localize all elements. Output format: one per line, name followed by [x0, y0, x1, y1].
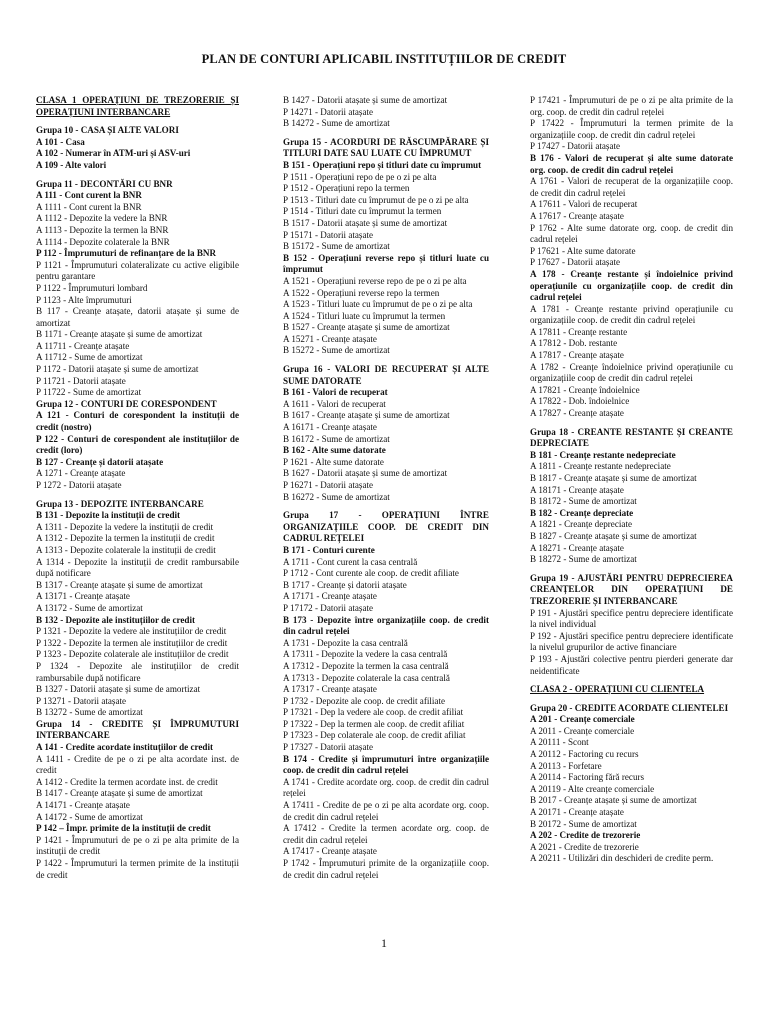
account-entry: B 15172 - Sume de amortizat [283, 241, 390, 252]
account-entry: P 1122 - Împrumuturi lombard [36, 282, 148, 293]
account-entry: A 17822 - Dob. îndoielnice [530, 396, 630, 407]
account-entry: A 2011 - Creanțe comerciale [530, 725, 635, 736]
account-entry: A 1111 - Cont curent la BNR [36, 201, 142, 212]
account-entry: B 182 - Creanțe depreciate [530, 507, 634, 518]
account-entry: B 14272 - Sume de amortizat [283, 118, 390, 129]
account-entry: B 1627 - Datorii atașate și sume de amortizat [283, 468, 448, 479]
account-entry: A 1113 - Depozite la termen la BNR [36, 224, 169, 235]
column-1 [36, 95, 239, 881]
account-entry: B 131 - Depozite la instituții de credit [36, 510, 181, 521]
account-entry: P 112 - Împrumuturi de refinanțare de la BNR [36, 248, 217, 259]
account-entry: A 1781 - Creanțe restante privind operațiunile cu organizațiile coop. de credit din cadrul rețelei [530, 303, 733, 326]
account-entry: P 17321 - Dep la vedere ale coop. de credit afiliat [283, 707, 464, 718]
account-entry: P 13271 - Datorii atașate [36, 695, 127, 706]
account-entry: A 20114 - Factoring fără recurs [530, 772, 645, 783]
account-entry: B 16272 - Sume de amortizat [283, 491, 390, 502]
account-entry: A 17817 - Creanțe atașate [530, 350, 624, 361]
account-entry: P 17421 - Împrumuturi de pe o zi pe alta primite de la org. coop. de credit din cadrul rețelei [530, 95, 733, 117]
group-heading: Grupa 15 - ACORDURI DE RĂSCUMPĂRARE ȘI TITLURI DATE SAU LUATE CU ÎMPRUMUT [283, 136, 489, 159]
account-entry: P 1732 - Depozite ale coop. de credit afiliate [283, 695, 446, 706]
account-entry: P 1422 - Împrumuturi la termen primite de la instituții de credit [36, 858, 239, 880]
account-entry: A 17312 - Depozite la termen la casa centrală [283, 660, 449, 671]
account-entry: A 17827 - Creanțe atașate [530, 408, 624, 419]
account-entry: P 1322 - Depozite la termen ale instituțiilor de credit [36, 637, 228, 648]
column-2 [283, 95, 489, 881]
account-entry: B 16172 - Sume de amortizat [283, 433, 390, 444]
account-entry: B 174 - Credite și împrumuturi între organizațiile coop. de credit din cadrul rețelei [283, 753, 489, 776]
account-entry: B 1617 - Creanțe atașate și sume de amortizat [283, 410, 450, 421]
account-entry: A 14171 - Creanțe atașate [36, 800, 130, 811]
account-entry: P 1421 - Împrumuturi de pe o zi pe alta primite de la instituții de credit [36, 834, 239, 857]
account-entry: B 161 - Valori de recuperat [283, 387, 388, 398]
account-entry: P 11722 - Sume de amortizat [36, 387, 142, 398]
group-heading: CLASA 2 - OPERAȚIUNI CU CLIENTELA [530, 684, 705, 695]
column-3 [530, 95, 733, 865]
account-entry: B 18172 - Sume de amortizat [530, 496, 637, 507]
group-heading: Grupa 13 - DEPOZITE INTERBANCARE [36, 498, 204, 509]
account-entry: P 11721 - Datorii atașate [36, 375, 126, 386]
account-entry: A 20171 - Creanțe atașate [530, 807, 624, 818]
account-entry: P 17621 - Alte sume datorate [530, 245, 636, 256]
account-entry: A 121 - Conturi de corespondent la instituții de credit (nostro) [36, 410, 239, 433]
account-entry: B 127 - Creanțe și datorii atașate [36, 456, 164, 467]
account-entry: P 16271 - Datorii atașate [283, 480, 374, 490]
account-entry: P 1323 - Depozite colaterale ale instituțiilor de credit [36, 649, 229, 660]
account-entry: B 173 - Depozite între organizațiile coop. de credit din cadrul rețelei [283, 614, 489, 637]
account-entry: A 17313 - Depozite colaterale la casa centrală [283, 672, 450, 683]
account-entry: A 1312 - Depozite la termen la instituții de credit [36, 533, 215, 544]
account-entry: B 151 - Operațiuni repo și titluri date cu împrumut [283, 159, 482, 170]
account-entry: A 17412 - Credite la termen acordate org. coop. de credit din cadrul rețelei [283, 823, 489, 845]
account-entry: A 178 - Creanțe restante și îndoielnice privind operațiunile cu organizațiile coop. de credit din cadrul rețelei [530, 268, 733, 303]
account-entry: A 141 - Credite acordate instituțiilor de credit [36, 742, 214, 753]
account-entry: P 1121 - Împrumuturi colateralizate cu active eligibile pentru garantare [36, 259, 239, 282]
account-entry: A 11711 - Creanțe atașate [36, 340, 130, 351]
account-entry: P 1321 - Depozite la vedere ale instituțiilor de credit [36, 626, 227, 637]
account-entry: A 17417 - Creanțe atașate [283, 846, 377, 857]
account-entry: A 13172 - Sume de amortizat [36, 602, 143, 613]
account-entry: P 1513 - Titluri date cu împrumut de pe o zi pe alta [283, 194, 469, 205]
account-entry: A 1521 - Operațiuni reverse repo de pe o zi pe alta [283, 275, 467, 286]
account-entry: A 1741 - Credite acordate org. coop. de credit din cadrul rețelei [283, 776, 489, 799]
account-entry: A 17611 - Valori de recuperat [530, 199, 638, 210]
account-entry: P 17323 - Dep colaterale ale coop. de credit afiliat [283, 730, 466, 741]
account-entry: P 1742 - Împrumuturi primite de la organizațiile coop. de credit din cadrul rețelei [283, 858, 489, 880]
account-entry: P 17427 - Datorii atașate [530, 141, 621, 152]
account-entry: A 17811 - Creanțe restante [530, 326, 628, 337]
account-entry: A 1524 - Titluri luate cu împrumut la termen [283, 310, 446, 321]
account-entry: P 17627 - Datorii atașate [530, 257, 621, 268]
account-entry: A 201 - Creanțe comerciale [530, 714, 635, 725]
account-entry: B 2017 - Creanțe atașate și sume de amortizat [530, 795, 697, 806]
account-entry: A 1112 - Depozite la vedere la BNR [36, 213, 168, 224]
account-entry: A 1761 - Valori de recuperat de la organizațiile coop. de credit din cadrul rețelei [530, 176, 733, 198]
account-entry: A 17617 - Creanțe atașate [530, 210, 624, 221]
account-entry: P 14271 - Datorii atașate [283, 106, 374, 117]
account-entry: B 1417 - Creanțe atașate și sume de amortizat [36, 788, 203, 799]
group-heading: Grupa 10 - CASA ȘI ALTE VALORI [36, 125, 179, 136]
account-entry: A 202 - Credite de trezorerie [530, 830, 641, 841]
group-heading: Grupa 18 - CREANTE RESTANTE ȘI CREANTE DEPRECIATE [530, 426, 733, 449]
account-entry: B 152 - Operațiuni reverse repo și titluri luate cu împrumut [283, 252, 489, 275]
account-entry: A 1411 - Credite de pe o zi pe alta acordate inst. de credit [36, 753, 239, 776]
account-entry: A 13171 - Creanțe atașate [36, 591, 130, 602]
account-entry: P 17327 - Datorii atașate [283, 742, 374, 753]
account-entry: B 117 - Creanțe atașate, datorii atașate și sume de amortizat [36, 306, 239, 328]
account-entry: P 17322 - Dep la termen ale coop. de credit afiliat [283, 718, 465, 729]
account-entry: A 102 - Numerar în ATM-uri și ASV-uri [36, 148, 191, 159]
account-entry: B 20172 - Sume de amortizat [530, 818, 637, 829]
account-entry: A 109 - Alte valori [36, 159, 107, 170]
account-entry: B 18272 - Sume de amortizat [530, 554, 637, 565]
account-entry: A 1811 - Creanțe restante nedepreciate [530, 461, 671, 472]
account-entry: A 11712 - Sume de amortizat [36, 352, 143, 363]
account-entry: A 20119 - Alte creanțe comerciale [530, 783, 655, 794]
account-entry: P 122 - Conturi de corespondent ale instituțiilor de credit (loro) [36, 433, 239, 456]
account-entry: B 1717 - Creanțe și datorii atașate [283, 579, 407, 590]
account-entry: A 18171 - Creanțe atașate [530, 484, 624, 495]
group-heading: Grupa 19 - AJUSTĂRI PENTRU DEPRECIEREA CREANȚELOR DIN OPERAȚIUNI DE TREZORERIE ȘI INTERBANCARE [530, 572, 733, 606]
account-entry: A 20111 - Scont [530, 737, 589, 748]
account-entry: A 17812 - Dob. restante [530, 338, 618, 349]
page-number: 1 [381, 936, 387, 950]
group-heading: Grupa 14 - CREDITE ȘI ÎMPRUMUTURI INTERBANCARE [36, 718, 239, 741]
account-entry: A 17317 - Creanțe atașate [283, 684, 377, 695]
account-entry: A 1711 - Cont curent la casa centrală [283, 556, 418, 567]
document-title: PLAN DE CONTURI APLICABIL INSTITUȚIILOR DE CREDIT [201, 52, 567, 66]
account-entry: P 1272 - Datorii atașate [36, 480, 122, 490]
account-entry: P 1621 - Alte sume datorate [283, 456, 384, 467]
account-entry: B 132 - Depozite ale instituțiilor de credit [36, 614, 196, 625]
account-entry: A 1311 - Depozite la vedere la instituții de credit [36, 521, 214, 532]
account-entry: A 14172 - Sume de amortizat [36, 811, 143, 822]
group-heading: Grupa 12 - CONTURI DE CORESPONDENT [36, 398, 217, 409]
account-entry: P 15171 - Datorii atașate [283, 229, 374, 240]
account-entry: A 111 - Cont curent la BNR [36, 190, 142, 201]
account-entry: P 1123 - Alte împrumuturi [36, 294, 132, 305]
account-entry: B 15272 - Sume de amortizat [283, 345, 390, 356]
account-entry: A 2021 - Credite de trezorerie [530, 841, 639, 852]
group-heading: CLASA 1 OPERAȚIUNI DE TREZORERIE ȘI OPERAȚIUNI INTERBANCARE [36, 95, 239, 117]
group-heading: Grupa 11 - DECONTĂRI CU BNR [36, 178, 173, 189]
account-entry: A 20211 - Utilizări din deschideri de credite perm. [530, 853, 714, 864]
account-entry: B 13272 - Sume de amortizat [36, 707, 143, 718]
group-heading: Grupa 20 - CREDITE ACORDATE CLIENTELEI [530, 702, 729, 713]
account-entry: P 191 - Ajustări specifice pentru depreciere identificate la nivel individual [530, 607, 733, 630]
account-entry: A 1611 - Valori de recuperat [283, 398, 386, 409]
account-entry: B 1427 - Datorii atașate și sume de amortizat [283, 95, 448, 105]
account-entry: A 101 - Casa [36, 136, 85, 147]
account-entry: P 1712 - Cont curente ale coop. de credit afiliate [283, 568, 459, 579]
account-entry: B 1827 - Creanțe atașate și sume de amortizat [530, 530, 697, 541]
account-entry: B 1527 - Creanțe atașate și sume de amortizat [283, 322, 450, 333]
account-entry: P 192 - Ajustări specifice pentru depreciere identificate la nivelul grupurilor de active financiare [530, 630, 733, 653]
account-entry: B 1517 - Datorii atașate și sume de amortizat [283, 217, 448, 228]
account-entry: P 142 – Împr. primite de la instituții de credit [36, 823, 211, 834]
account-entry: B 1817 - Creanțe atașate și sume de amortizat [530, 473, 697, 483]
account-entry: A 17821 - Creanțe îndoielnice [530, 384, 640, 395]
account-entry: A 15271 - Creanțe atașate [283, 333, 377, 344]
account-entry: A 16171 - Creanțe atașate [283, 422, 377, 433]
account-entry: B 181 - Creanțe restante nedepreciate [530, 449, 676, 460]
account-entry: B 171 - Conturi curente [283, 544, 375, 555]
account-entry: A 18271 - Creanțe atașate [530, 542, 624, 553]
account-entry: P 1172 - Datorii atașate și sume de amortizat [36, 364, 199, 375]
account-entry: B 162 - Alte sume datorate [283, 445, 386, 456]
account-entry: A 17411 - Credite de pe o zi pe alta acordate org. coop. de credit din cadrul rețelei [283, 800, 489, 822]
account-entry: B 1327 - Datorii atașate și sume de amortizat [36, 684, 201, 695]
account-entry: A 20113 - Forfetare [530, 760, 602, 771]
account-entry: B 176 - Valori de recuperat și alte sume datorate org. coop. de credit din cadrul rețelei [530, 152, 733, 175]
account-entry: A 1314 - Depozite la instituții de credit rambursabile după notificare [36, 556, 239, 579]
group-heading: Grupa 17 - OPERAȚIUNI ÎNTRE ORGANIZAȚIILE COOP. DE CREDIT DIN CADRUL REȚELEI [283, 510, 489, 544]
account-entry: A 1313 - Depozite colaterale la instituții de credit [36, 544, 216, 555]
account-entry: A 1412 - Credite la termen acordate inst. de credit [36, 776, 218, 787]
account-entry: A 1522 - Operațiuni reverse repo la termen [283, 287, 440, 298]
account-entry: A 20112 - Factoring cu recurs [530, 749, 639, 760]
account-entry: B 1317 - Creanțe atașate și sume de amortizat [36, 579, 203, 590]
account-entry: A 1782 - Creanțe îndoielnice privind operațiunile cu organizațiile coop de credit din cadrul rețelei [530, 361, 733, 384]
account-entry: P 17422 - Împrumuturi la termen primite de la organizațiile coop. de credit din cadrul rețelei [530, 118, 733, 140]
account-entry: A 1821 - Creanțe depreciate [530, 519, 633, 530]
account-entry: P 1511 - Operațiuni repo de pe o zi pe alta [283, 171, 437, 182]
account-entry: P 1324 - Depozite ale instituțiilor de credit rambursabile după notificare [36, 660, 239, 683]
account-entry: P 1512 - Operațiuni repo la termen [283, 183, 410, 194]
account-entry: A 17311 - Depozite la vedere la casa centrală [283, 649, 448, 660]
group-heading: Grupa 16 - VALORI DE RECUPERAT ȘI ALTE SUME DATORATE [283, 364, 489, 386]
account-entry: A 1114 - Depozite colaterale la BNR [36, 236, 170, 247]
account-entry: A 1731 - Depozite la casa centrală [283, 637, 408, 648]
account-entry: A 17171 - Creanțe atașate [283, 591, 377, 602]
account-entry: A 1523 - Titluri luate cu împrumut de pe o zi pe alta [283, 299, 473, 310]
account-entry: P 17172 - Datorii atașate [283, 602, 374, 613]
account-entry: P 1762 - Alte sume datorate org. coop. de credit din cadrul rețelei [530, 222, 733, 245]
account-entry: P 193 - Ajustări colective pentru pierderi generate dar neidentificate [530, 653, 733, 676]
account-entry: B 1171 - Creanțe atașate și sume de amortizat [36, 329, 203, 340]
account-entry: P 1514 - Titluri date cu împrumut la termen [283, 206, 442, 217]
account-entry: A 1271 - Creanțe atașate [36, 468, 126, 479]
